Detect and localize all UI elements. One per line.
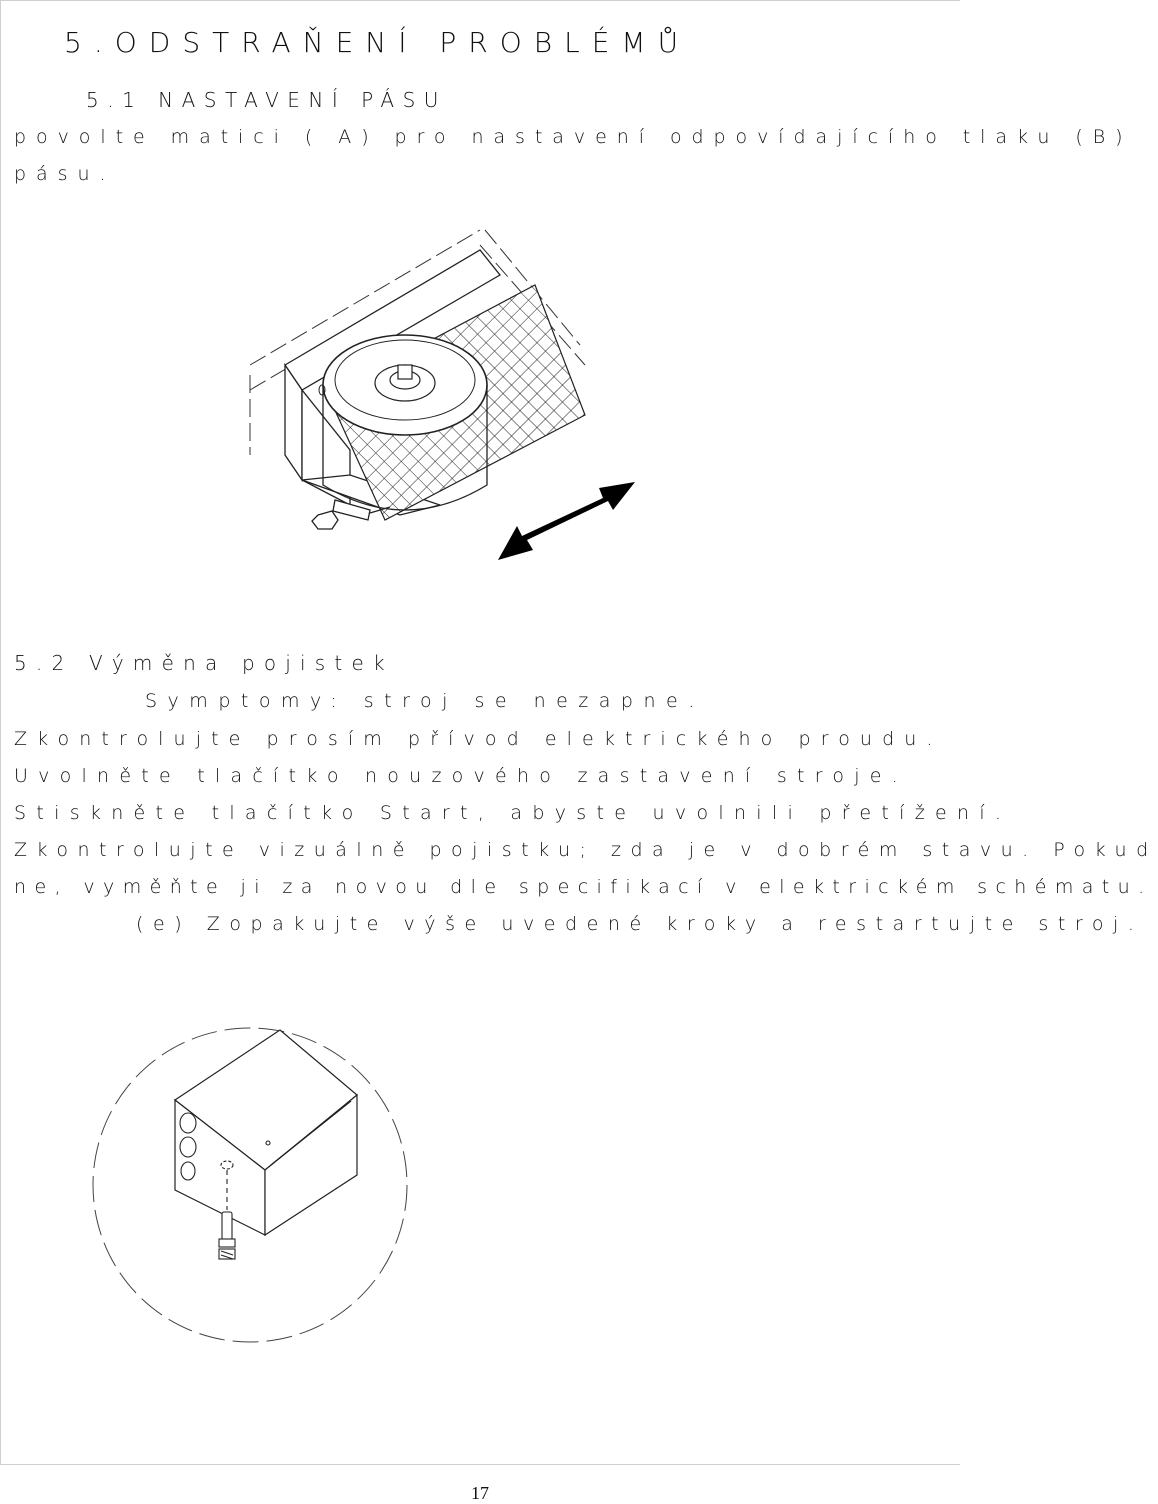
page-border-bottom bbox=[0, 1464, 960, 1465]
section-2-line-3: Uvolněte tlačítko nouzového zastavení stroje. bbox=[14, 765, 908, 787]
page-heading: 5.ODSTRAŇENÍ PROBLÉMŮ bbox=[64, 26, 691, 59]
section-2-line-6: ne, vyměňte ji za novou dle specifikací v elektrickém schématu. bbox=[14, 876, 1153, 898]
section-1-text-line-1: povolte matici ( A) pro nastavení odpovídajícího tlaku (B) bbox=[14, 126, 1133, 148]
section-2-line-1: Symptomy: stroj se nezapne. bbox=[145, 690, 705, 712]
double-arrow-icon bbox=[495, 480, 640, 565]
page-border-left bbox=[0, 0, 1, 1465]
section-2-line-5: Zkontrolujte vizuálně pojistku; zda je v dobrém stavu. Pokud bbox=[14, 839, 1158, 861]
page-number: 17 bbox=[471, 1483, 489, 1503]
section-1-text-line-2: pásu. bbox=[14, 163, 116, 185]
section-1-title: 5.1 NASTAVENÍ PÁSU bbox=[86, 88, 447, 112]
section-2-title: 5.2 Výměna pojistek bbox=[14, 651, 394, 675]
section-2-line-4: Stiskněte tlačítko Start, abyste uvolnili přetížení. bbox=[14, 802, 1012, 824]
fuse-holder-illustration bbox=[85, 1025, 415, 1350]
section-2-line-2: Zkontrolujte prosím přívod elektrického proudu. bbox=[14, 728, 943, 750]
page-border-top bbox=[0, 0, 960, 1]
section-2-line-7: (e) Zopakujte výše uvedené kroky a restartujte stroj. bbox=[136, 913, 1144, 935]
